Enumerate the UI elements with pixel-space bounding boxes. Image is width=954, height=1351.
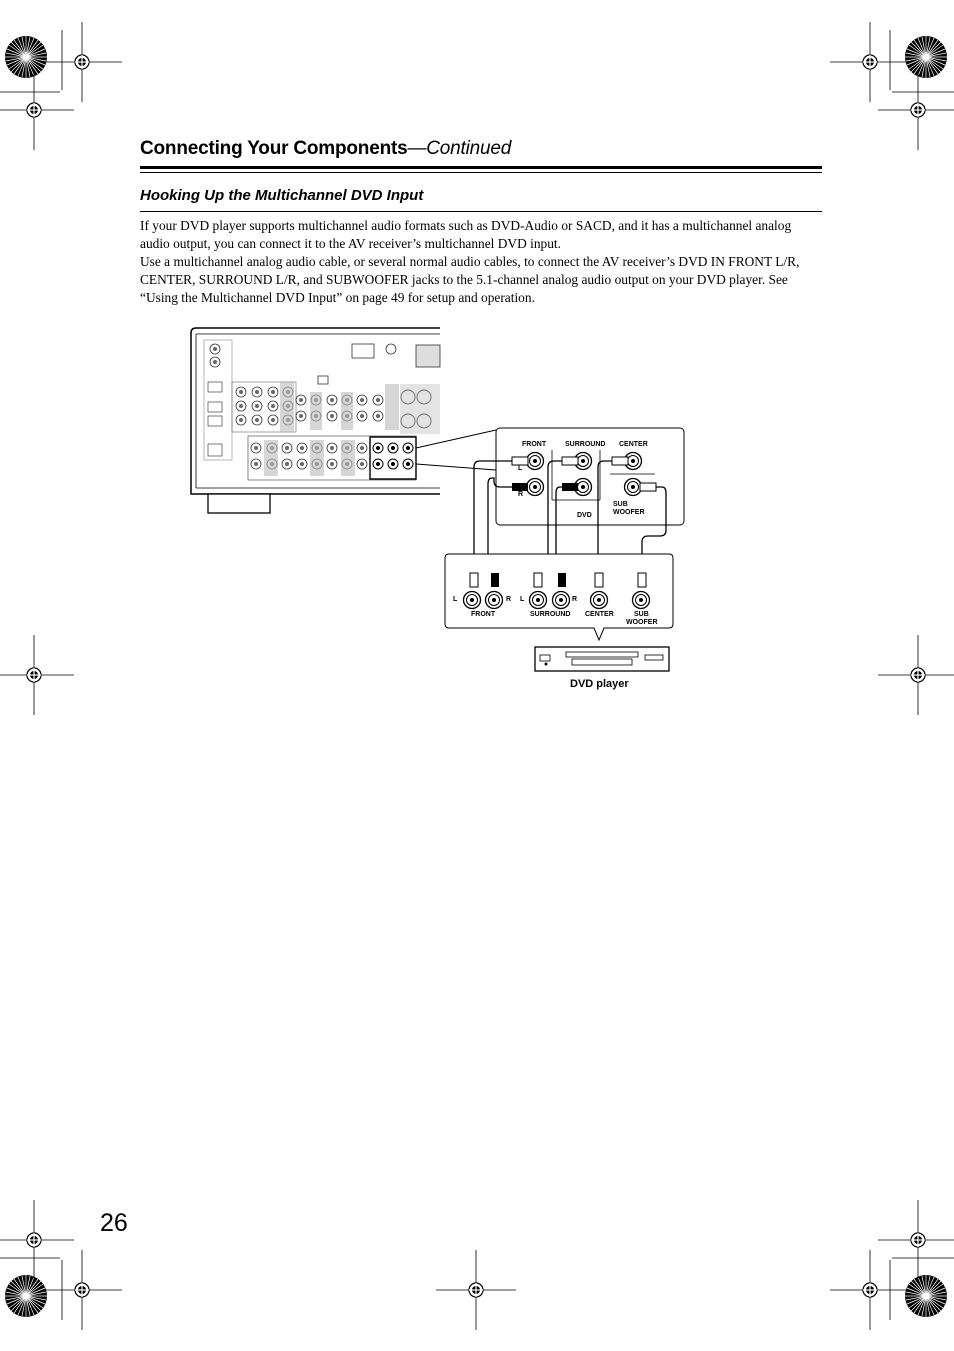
subheading: Hooking Up the Multichannel DVD Input [140, 187, 424, 204]
inset-woofer-label: WOOFER [613, 509, 645, 516]
panel-front-r-label: R [506, 596, 512, 603]
dvd-player-icon [535, 647, 669, 671]
panel-front-label: FRONT [471, 611, 496, 618]
av-receiver-rear-panel [191, 328, 440, 513]
inset-front-label: FRONT [522, 441, 547, 448]
inset-sub-label: SUB [613, 501, 628, 508]
continued-label: —Continued [407, 138, 512, 159]
inset-dvd-label: DVD [577, 512, 592, 519]
inset-center-label: CENTER [619, 441, 648, 448]
inset-r-label: R [518, 491, 524, 498]
panel-surround-label: SURROUND [530, 611, 571, 618]
dvd-player-label: DVD player [570, 678, 629, 690]
panel-surround-r-label: R [572, 596, 578, 603]
page-number: 26 [100, 1209, 128, 1237]
panel-woofer-label: WOOFER [626, 619, 658, 626]
inset-surround-label: SURROUND [565, 441, 606, 448]
paragraph-intro: If your DVD player supports multichannel audio formats such as DVD-Audio or SACD, and it has a multichannel analog audio output, you can connect it to the AV receiver’s multichannel DVD input. [140, 218, 792, 251]
section-title-text: Connecting Your Components [140, 138, 408, 159]
panel-sub-label: SUB [634, 611, 649, 618]
crop-marks [0, 22, 954, 1330]
panel-surround-l-label: L [520, 596, 525, 603]
panel-center-label: CENTER [585, 611, 614, 618]
paragraph-instructions: Use a multichannel analog audio cable, or several normal audio cables, to connect the AV receiver’s DVD IN FRONT L/R, CENTER, SURROUND L/R, and SUBWOOFER jacks to the 5.1-channel analog audio output on your DVD player. See “Using the Multichannel DVD Input” on page 49 for setup and operation. [140, 254, 800, 305]
dvd-player-output-panel [445, 554, 673, 640]
panel-front-l-label: L [453, 596, 458, 603]
inset-l-label: L [518, 465, 523, 472]
